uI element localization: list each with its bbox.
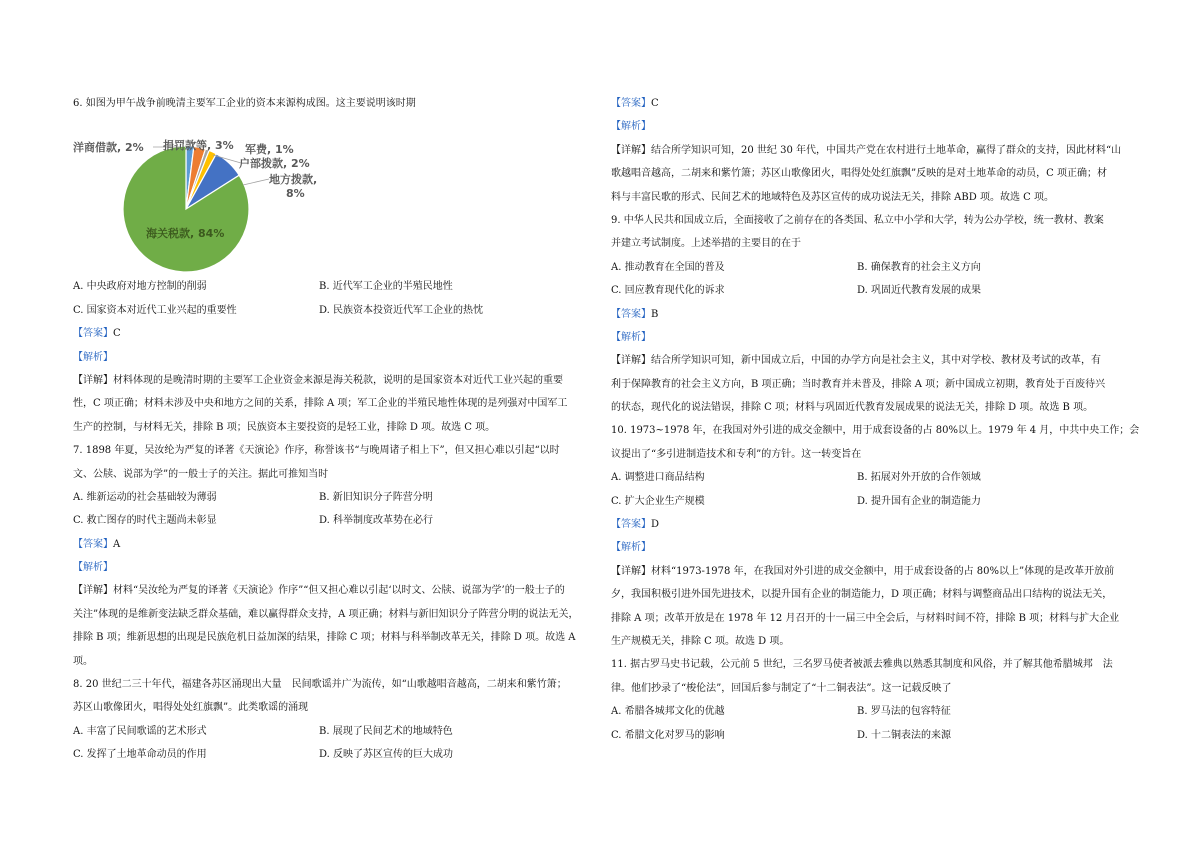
q10-detail-1 [611, 560, 1131, 583]
q9-options-row1 [611, 256, 1131, 279]
q10-analysis-tag: 【解析】 [611, 542, 651, 554]
q9-detail-1 [611, 349, 1131, 372]
q6-analysis-tag: 【解析】 [73, 351, 113, 363]
q8-detail-3: 料与丰富民歌的形式、民间艺术的地域特色及苏区宣传的成功说法无关，排除 ABD 项。故选 C 项。 [611, 191, 1054, 203]
q9-answer [611, 303, 1131, 326]
answer-tag: 【答案】 [73, 328, 113, 340]
q11-stem-2: 律。他们抄录了“梭伦法”，回国后参与制定了“十二铜表法”。这一记载反映了 [611, 682, 952, 694]
q7-detail-3: 排除 B 项；维新思想的出现是民族危机日益加深的结果，排除 C 项；材料与科举制改革无关，排除 D 项。故选 A [73, 632, 576, 644]
q8-stem-1: 8. 20 世纪二三十年代，福建各苏区涌现出大量 民间歌谣并广为流传，如“山歌越唱音越高，二胡来和紫竹箫； [73, 679, 567, 691]
q7-detail-1 [73, 579, 599, 602]
q7-option-c: C. 救亡图存的时代主题尚未彰显 [73, 515, 217, 527]
q10-option-c: C. 扩大企业生产规模 [611, 495, 705, 507]
answer-tag: 【答案】 [611, 308, 651, 320]
answer-value: D [651, 519, 660, 531]
q9-option-d: D. 巩固近代教育发展的成果 [857, 285, 982, 297]
q9-option-c: C. 回应教育现代化的诉求 [611, 285, 725, 297]
q10-answer [611, 513, 1131, 536]
q11-option-d: D. 十二铜表法的来源 [857, 729, 952, 741]
q6-option-b: B. 近代军工企业的半殖民地性 [319, 281, 453, 293]
answer-value: C [113, 328, 121, 340]
q8-options-row2 [73, 743, 599, 766]
q7-answer [73, 533, 599, 556]
detail-tag: 【详解】 [611, 144, 651, 156]
q9-options-row2 [611, 279, 1131, 302]
q9-option-a: A. 推动教育在全国的普及 [611, 261, 725, 273]
q6-detail-2: 性，C 项正确；材料未涉及中央和地方之间的关系，排除 A 项；军工企业的半殖民地性体现的是列强对中国军工 [73, 398, 568, 410]
q11-option-a: A. 希腊各城邦文化的优越 [611, 706, 725, 718]
q10-detail-3: 排除 A 项；改革开放是在 1978 年 12 月召开的十一届三中全会后，与材料时间不符，排除 B 项；材料与扩大企业 [611, 612, 1120, 624]
q8-option-c: C. 发挥了土地革命动员的作用 [73, 749, 207, 761]
q11-option-c: C. 希腊文化对罗马的影响 [611, 729, 725, 741]
q11-options-row2 [611, 724, 1131, 747]
q9-detail-3: 的状态，现代化的说法错误，排除 C 项；材料与巩固近代教育发展成果的说法无关，排除 D 项。故选 B 项。 [611, 402, 1094, 414]
q8-answer [611, 92, 1131, 115]
q7-option-a: A. 维新运动的社会基础较为薄弱 [73, 491, 217, 503]
q8-options-row1 [73, 720, 599, 743]
left-column [73, 92, 599, 767]
pie-chart [73, 115, 453, 275]
detail-text: 结合所学知识可知，新中国成立后，中国的办学方向是社会主义，其中对学校、教材及考试的改革，有 [651, 355, 1101, 367]
answer-tag: 【答案】 [611, 519, 651, 531]
q7-option-d: D. 科举制度改革势在必行 [319, 515, 434, 527]
detail-text: 材料“1973-1978 年，在我国对外引进的成交金额中，用于成套设备的占 80%以上”体现的是改革开放前 [651, 565, 1115, 577]
q11-stem-1: 11. 据古罗马史书记载，公元前 5 世纪，三名罗马使者被派去雅典以熟悉其制度和风俗，并了解其他希腊城邦 法 [611, 659, 1113, 671]
q6-options-row1 [73, 275, 599, 298]
q10-stem-2: 议提出了“多引进制造技术和专利”的方针。这一转变旨在 [611, 448, 862, 460]
pie-label-yangshang: 洋商借款, 2% [73, 141, 144, 155]
q8-analysis-tag: 【解析】 [611, 121, 651, 133]
q7-option-b: B. 新旧知识分子阵营分明 [319, 491, 433, 503]
q7-options-row2 [73, 509, 599, 532]
answer-tag: 【答案】 [73, 538, 113, 550]
q7-stem-2: 文、公牍、说部为学”的一般士子的关注。据此可推知当时 [73, 468, 329, 480]
q6-detail-1 [73, 369, 599, 392]
answer-value: C [651, 98, 659, 109]
q10-option-a: A. 调整进口商品结构 [611, 472, 705, 484]
pie-label-hubu: 户部拨款, 2% [239, 157, 310, 171]
right-column [611, 92, 1140, 747]
answer-tag: 【答案】 [611, 98, 651, 109]
q10-detail-2: 夕，我国积极引进外国先进技术，以提升国有企业的制造能力，D 项正确；材料与调整商品出口结构的说法无关， [611, 589, 1113, 601]
q9-detail-2: 利于保障教育的社会主义方向，B 项正确；当时教育并未普及，排除 A 项；新中国成立初期，教育处于百废待兴 [611, 378, 1106, 390]
q7-analysis-tag: 【解析】 [73, 562, 113, 574]
q6-options-row2 [73, 299, 599, 322]
q7-options-row1 [73, 486, 599, 509]
pie-label-haiguan: 海关税款, 84% [146, 227, 225, 241]
q6-detail-3: 生产的控制，与材料无关，排除 B 项；民族资本主要投资的是轻工业，排除 D 项。故选 C 项。 [73, 421, 496, 433]
detail-text: 结合所学知识可知，20 世纪 30 年代，中国共产党在农村进行土地革命，赢得了群众的支持，因此材料“山 [651, 144, 1122, 156]
pie-label-juanfa: 捐罚款等, 3% [163, 139, 234, 153]
q9-option-b: B. 确保教育的社会主义方向 [857, 261, 981, 273]
detail-text: 材料体现的是晚清时期的主要军工企业资金来源是海关税款，说明的是国家资本对近代工业兴起的重要 [113, 374, 563, 386]
q10-stem-1: 10. 1973~1978 年，在我国对外引进的成交金额中，用于成套设备的占 80%以上。1979 年 4 月，中共中央工作；会 [611, 425, 1140, 437]
q8-option-b: B. 展现了民间艺术的地域特色 [319, 725, 453, 737]
answer-value: A [113, 538, 121, 550]
detail-text: 材料“吴汝纶为严复的译著《天演论》作序”“但又担心难以引起‘以时文、公牍、说部为学’的一般士子的 [113, 585, 565, 597]
pie-leader-difang [243, 179, 269, 185]
q6-stem: 6. 如图为甲午战争前晚清主要军工企业的资本来源构成图。这主要说明该时期 [73, 98, 416, 109]
q11-options-row1 [611, 700, 1131, 723]
detail-tag: 【详解】 [73, 374, 113, 386]
detail-tag: 【详解】 [611, 355, 651, 367]
q6-answer [73, 322, 599, 345]
q9-stem-2: 并建立考试制度。上述举措的主要目的在于 [611, 238, 801, 250]
q6-option-c: C. 国家资本对近代工业兴起的重要性 [73, 304, 237, 316]
pie-label-difang-1: 地方拨款, [269, 173, 318, 187]
q7-detail-4: 项。 [73, 655, 93, 667]
q9-stem-1: 9. 中华人民共和国成立后，全面接收了之前存在的各类国、私立中小学和大学，转为公办学校，统一教材、教案 [611, 214, 1104, 226]
answer-value: B [651, 308, 659, 320]
q10-options-row1 [611, 466, 1131, 489]
pie-chart-svg [73, 115, 453, 275]
q10-option-b: B. 拓展对外开放的合作领域 [857, 472, 981, 484]
q10-option-d: D. 提升国有企业的制造能力 [857, 495, 982, 507]
q9-analysis-tag: 【解析】 [611, 331, 651, 343]
q8-stem-2: 苏区山歌像团火，唱得处处红旗飘”。此类歌谣的涌现 [73, 702, 309, 714]
pie-label-difang-2: 8% [286, 187, 305, 201]
pie-label-junfei: 军费, 1% [245, 143, 294, 157]
q8-option-a: A. 丰富了民间歌谣的艺术形式 [73, 725, 207, 737]
q7-detail-2: 关注”体现的是维新变法缺乏群众基础，难以赢得群众支持，A 项正确；材料与新旧知识分子阵营分明的说法无关， [73, 608, 579, 620]
detail-tag: 【详解】 [611, 565, 651, 577]
q7-stem-1: 7. 1898 年夏，吴汝纶为严复的译著《天演论》作序，称誉该书“与晚周诸子相上下”，但又担心难以引起“以时 [73, 445, 560, 457]
detail-tag: 【详解】 [73, 585, 113, 597]
q6-option-a: A. 中央政府对地方控制的削弱 [73, 281, 207, 293]
q10-detail-4: 生产规模无关，排除 C 项。故选 D 项。 [611, 635, 790, 647]
q10-options-row2 [611, 490, 1131, 513]
q11-option-b: B. 罗马法的包容特征 [857, 706, 951, 718]
q8-option-d: D. 反映了苏区宣传的巨大成功 [319, 749, 454, 761]
q8-detail-1 [611, 139, 1131, 162]
q6-option-d: D. 民族资本投资近代军工企业的热忱 [319, 304, 484, 316]
q8-detail-2: 歌越唱音越高，二胡来和紫竹箫；苏区山歌像团火，唱得处处红旗飘”反映的是对土地革命的动员，C 项正确；材 [611, 168, 1107, 180]
